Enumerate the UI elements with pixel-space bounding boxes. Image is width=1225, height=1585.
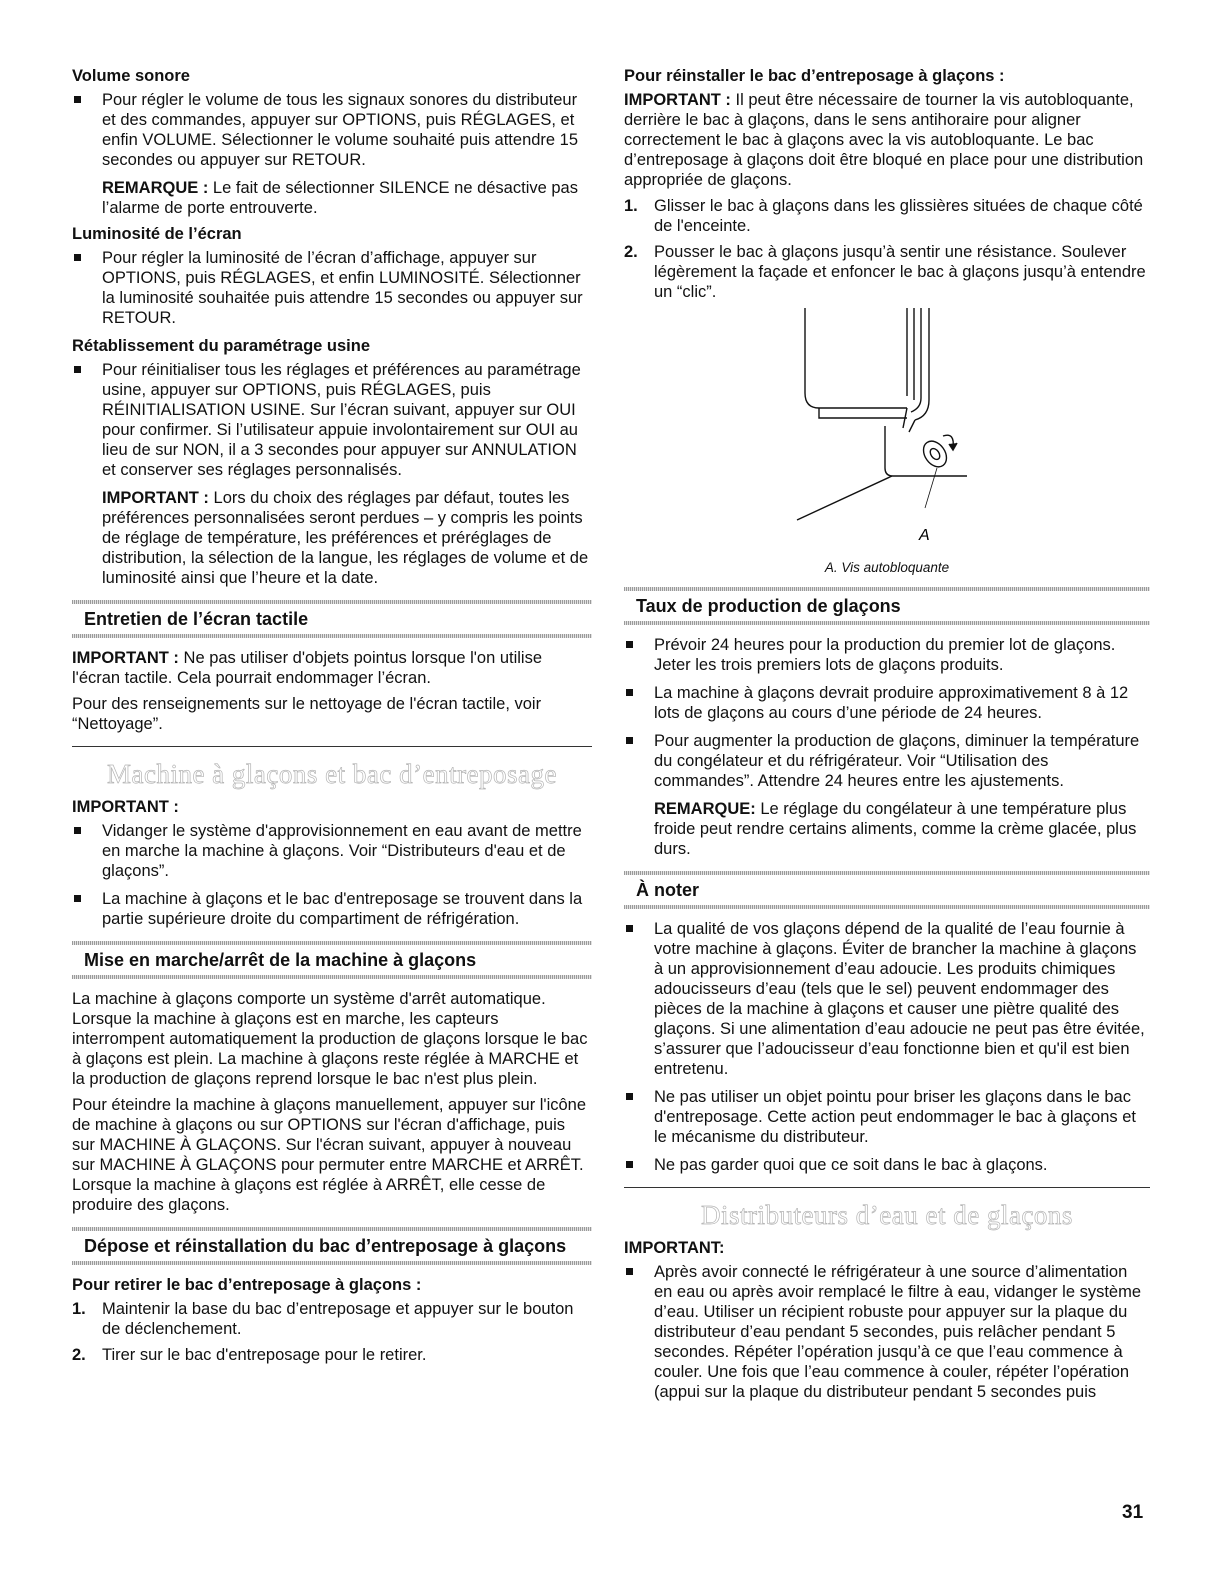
step-text: Glisser le bac à glaçons dans les glissières situées de chaque côté de l'enceinte. [654, 197, 1143, 235]
list-item-text: Prévoir 24 heures pour la production du premier lot de glaçons. Jeter les trois premiers lots de glaçons produits. [654, 636, 1116, 674]
factory-reset-important [102, 488, 592, 588]
step-number: 2. [72, 1346, 86, 1364]
list-item [624, 683, 1150, 723]
touchscreen-important [72, 648, 592, 688]
bullet-square-icon [626, 737, 633, 744]
list-item [72, 1345, 592, 1365]
brightness-list [72, 248, 592, 328]
important-text: Ne pas utiliser d'objets pointus lorsque l'on utilise l'écran tactile. Cela pourrait endommager l’écran. [72, 649, 543, 687]
remove-bin-heading: Pour retirer le bac d’entreposage à glaçons : [72, 1276, 422, 1294]
important-text: Lors du choix des réglages par défaut, toutes les préférences personnalisées seront perdues – y compris les points de réglage de température, les préférences et préréglages de distribution, la sélection de la langue, les réglages de volume et de luminosité ainsi que l’heure et la date. [102, 489, 589, 587]
factory-reset-heading: Rétablissement du paramétrage usine [72, 337, 371, 355]
step-number: 1. [624, 197, 638, 215]
bullet-square-icon [74, 895, 81, 902]
list-item-text: Ne pas garder quoi que ce soit dans le bac à glaçons. [654, 1156, 1048, 1174]
ice-maker-important: IMPORTANT : [72, 798, 179, 816]
step-text: Maintenir la base du bac d’entreposage et appuyer sur le bouton de déclenchement. [102, 1300, 574, 1338]
self-locking-screw-icon [919, 435, 957, 508]
left-column [72, 60, 592, 1371]
bullet-square-icon [74, 366, 81, 373]
note-text: Le réglage du congélateur à une température plus froide peut rendre certains aliments, comme la crème glacée, plus durs. [654, 800, 1137, 858]
factory-reset-bullet-text: Pour réinitialiser tous les réglages et préférences au paramétrage usine, appuyer sur OPTIONS, puis RÉGLAGES, puis RÉINITIALISATION USINE. Sur l’écran suivant, appuyer sur OUI pour confirmer. Si l’utilisateur appuie involontairement sur OUI au lieu de sur NON, il a 3 secondes pour appuyer sur ANNULATION et conserver ses réglages personnalisés. [102, 361, 581, 479]
list-item [624, 1155, 1150, 1175]
bullet-square-icon [626, 925, 633, 932]
list-item [624, 1262, 1150, 1402]
step-text: Pousser le bac à glaçons jusqu’à sentir une résistance. Soulever légèrement la façade et enfoncer le bac à glaçons jusqu’à entendre un “clic”. [654, 243, 1146, 301]
list-item [72, 821, 592, 881]
list-item [72, 90, 592, 170]
volume-list [72, 90, 592, 170]
touchscreen-care-band [72, 600, 592, 638]
reinstall-important [624, 90, 1150, 190]
bullet-square-icon [626, 1093, 633, 1100]
list-item [72, 1299, 592, 1339]
reinstall-bin-heading: Pour réinstaller le bac d’entreposage à glaçons : [624, 67, 1005, 85]
ice-maker-list [72, 821, 592, 929]
section-heading: Taux de production de glaçons [636, 596, 901, 616]
section-heading: Entretien de l’écran tactile [84, 609, 309, 629]
note-text: Le fait de sélectionner SILENCE ne désactive pas l’alarme de porte entrouverte. [102, 179, 578, 217]
remove-steps [72, 1299, 592, 1365]
brightness-bullet-text: Pour régler la luminosité de l’écran d’affichage, appuyer sur OPTIONS, puis RÉGLAGES, et enfin LUMINOSITÉ. Sélectionner la luminosité souhaitée puis attendre 15 secondes ou appuyer sur RETOUR. [102, 249, 583, 327]
bullet-square-icon [626, 641, 633, 648]
list-item-text: Pour augmenter la production de glaçons, diminuer la température du congélateur et du réfrigérateur. Voir “Utilisation des commandes”. Attendre 24 heures entre les ajustements. [654, 732, 1140, 790]
ice-rate-note [654, 799, 1150, 859]
ice-rate-list [624, 635, 1150, 791]
list-item [624, 242, 1150, 302]
list-item-text: Vidanger le système d'approvisionnement en eau avant de mettre en marche la machine à glaçons. Voir “Distributeurs d'eau et de glaçons”. [102, 822, 582, 880]
section-heading: À noter [636, 880, 699, 900]
page-number: 31 [1122, 1502, 1144, 1523]
bullet-square-icon [74, 96, 81, 103]
note-label: REMARQUE : [102, 179, 209, 197]
step-number: 2. [624, 243, 638, 261]
note-label: REMARQUE: [654, 800, 756, 818]
bullet-square-icon [626, 689, 633, 696]
reinstall-steps [624, 196, 1150, 302]
ice-bin-illustration [757, 308, 1017, 558]
figure-caption: A. Vis autobloquante [824, 560, 950, 575]
list-item [72, 360, 592, 480]
dispensers-title: Distributeurs d’eau et de glaçons [701, 1200, 1073, 1230]
on-off-paragraph-2: Pour éteindre la machine à glaçons manuellement, appuyer sur l'icône de machine à glaçons ou sur OPTIONS sur l'écran d'affichage, puis sur MACHINE À GLAÇONS. Sur l'écran suivant, appuyer à nouveau sur MACHINE À GLAÇONS pour permuter entre MARCHE et ARRÊT. Lorsque la machine à glaçons est réglée à ARRÊT, elle cesse de produire des glaçons. [72, 1096, 587, 1214]
volume-heading: Volume sonore [72, 67, 190, 85]
list-item [72, 889, 592, 929]
dispensers-list [624, 1262, 1150, 1402]
ice-rate-band [624, 587, 1150, 625]
list-item [624, 635, 1150, 675]
list-item-text: La qualité de vos glaçons dépend de la qualité de l’eau fournie à votre machine à glaçons. Éviter de brancher la machine à glaçons à un approvisionnement d’eau adoucie. Les produits chimiques adoucisseurs d’eau (tels que le sel) peuvent endommager des pièces de la machine à glaçons et causer une piètre qualité des glaçons. Si une alimentation d’eau adoucie ne peut pas être évitée, s’assurer que l’adoucisseur d’eau fonctionne bien et qu'il est bien entretenu. [654, 920, 1145, 1078]
bullet-square-icon [626, 1268, 633, 1275]
list-item [624, 1087, 1150, 1147]
a-noter-band [624, 871, 1150, 909]
list-item [624, 731, 1150, 791]
list-item-text: Après avoir connecté le réfrigérateur à une source d’alimentation en eau ou après avoir remplacé le filtre à eau, vidanger le système d’eau. Utiliser un récipient robuste pour appuyer sur la plaque du distributeur d’eau pendant 5 secondes, puis relâcher pendant 5 secondes. Répéter l’opération jusqu’à ce que l’eau commence à couler. Une fois que l’eau commence à couler, répéter l’opération (appui sur la plaque du distributeur pendant 5 secondes puis [654, 1263, 1142, 1401]
list-item [624, 196, 1150, 236]
list-item [624, 919, 1150, 1079]
section-heading: Mise en marche/arrêt de la machine à glaçons [84, 950, 477, 970]
bullet-square-icon [74, 827, 81, 834]
important-label: IMPORTANT : [72, 649, 179, 667]
list-item [72, 248, 592, 328]
dispensers-important: IMPORTANT: [624, 1239, 725, 1257]
important-label: IMPORTANT : [624, 91, 731, 109]
step-number: 1. [72, 1300, 86, 1318]
volume-bullet-text: Pour régler le volume de tous les signaux sonores du distributeur et des commandes, appuyer sur OPTIONS, puis RÉGLAGES, et enfin VOLUME. Sélectionner le volume souhaité puis attendre 15 secondes ou appuyer sur RETOUR. [102, 91, 579, 169]
important-text: Il peut être nécessaire de tourner la vis autobloquante, derrière le bac à glaçons, dans le sens antihoraire pour aligner correctement le bac à glaçons avec la vis autobloquante. Le bac d’entreposage à glaçons doit être bloqué en place pour une distribution appropriée de glaçons. [624, 91, 1144, 189]
section-heading: Dépose et réinstallation du bac d’entreposage à glaçons [84, 1236, 567, 1256]
list-item-text: Ne pas utiliser un objet pointu pour briser les glaçons dans le bac d'entreposage. Cette action peut endommager le bac à glaçons et le mécanisme du distributeur. [654, 1088, 1136, 1146]
list-item-text: La machine à glaçons et le bac d'entreposage se trouvent dans la partie supérieure droite du compartiment de réfrigération. [102, 890, 583, 928]
volume-note [102, 178, 592, 218]
self-locking-screw-figure [624, 308, 1150, 575]
on-off-paragraph-1: La machine à glaçons comporte un système d'arrêt automatique. Lorsque la machine à glaçons est en marche, les capteurs interrompent automatiquement la production de glaçons lorsque le bac à glaçons est plein. La machine à glaçons reste réglée à MARCHE et la production de glaçons reprend lorsque le bac n'est plus plein. [72, 990, 588, 1088]
bullet-square-icon [74, 254, 81, 261]
on-off-band [72, 941, 592, 979]
important-label: IMPORTANT : [102, 489, 209, 507]
step-text: Tirer sur le bac d'entreposage pour le retirer. [102, 1346, 427, 1364]
brightness-heading: Luminosité de l’écran [72, 225, 242, 243]
section-divider [72, 746, 592, 747]
touchscreen-paragraph: Pour des renseignements sur le nettoyage de l'écran tactile, voir “Nettoyage”. [72, 695, 542, 733]
a-noter-list [624, 919, 1150, 1175]
ice-maker-title: Machine à glaçons et bac d’entreposage [106, 759, 558, 789]
section-divider [624, 1187, 1150, 1188]
right-column [624, 60, 1150, 1410]
bullet-square-icon [626, 1161, 633, 1168]
removal-band [72, 1227, 592, 1265]
figure-label: A [919, 527, 930, 544]
factory-reset-list [72, 360, 592, 480]
list-item-text: La machine à glaçons devrait produire approximativement 8 à 12 lots de glaçons au cours d’une période de 24 heures. [654, 684, 1129, 722]
